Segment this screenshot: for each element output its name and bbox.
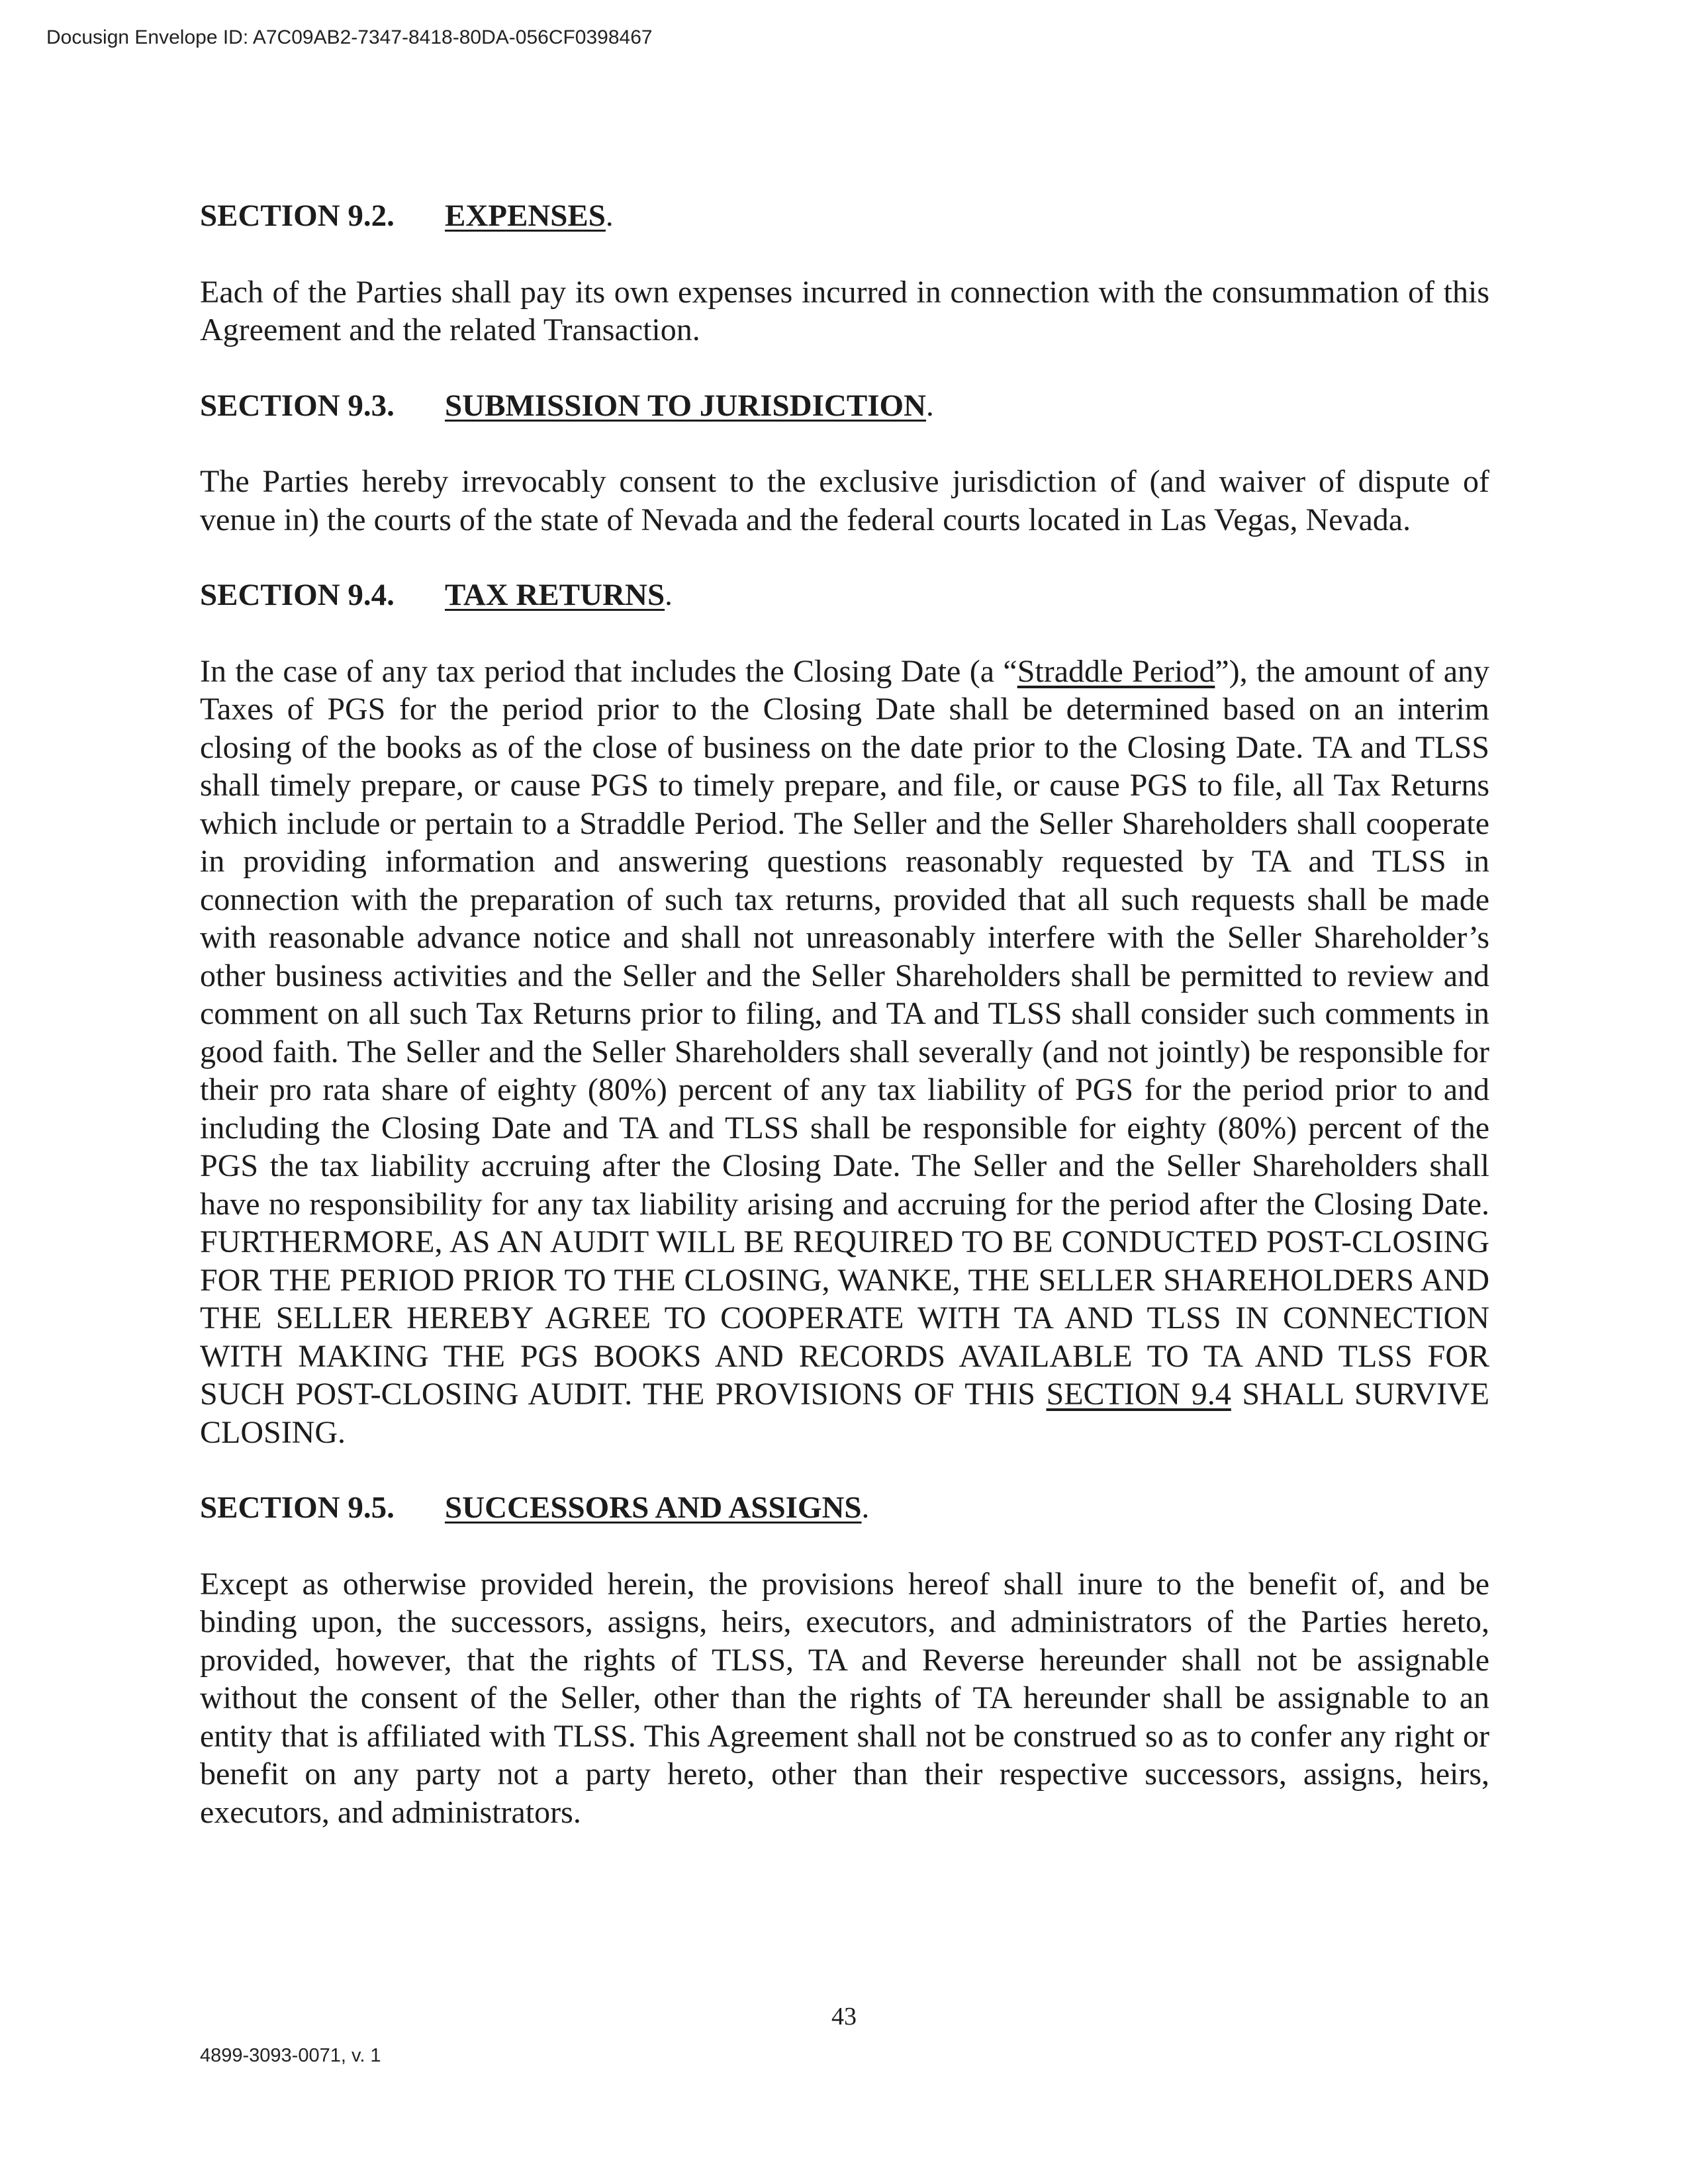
section-number: SECTION 9.3. [200,388,395,423]
section-9-2-heading [200,197,1489,236]
body-text: SHALL SURVIVE CLOSING. [200,1377,1490,1450]
page-number: 43 [831,2003,857,2030]
section-9-3-heading [200,387,1489,426]
section-9-4-heading [200,576,1489,615]
section-title: EXPENSES [445,199,606,233]
section-title: SUBMISSION TO JURISDICTION [445,388,926,423]
section-9-5-heading [200,1489,1489,1527]
section-title: TAX RETURNS [445,578,665,612]
heading-period: . [926,388,934,423]
section-reference: SECTION 9.4 [1046,1377,1231,1412]
section-9-5-body: Except as otherwise provided herein, the provisions hereof shall inure to the benefit of, and be binding upon, the successors, assigns, heirs, executors, and administrators of the Parties hereto, provided, however, that the rights of TLSS, TA and Reverse hereunder shall not be assignable without the consent of the Seller, other than the rights of TA hereunder shall be assignable to an entity that is affiliated with TLSS. This Agreement shall not be construed so as to confer any right or benefit on any party not a party hereto, other than their respective successors, assigns, heirs, executors, and administrators. [200,1566,1489,1830]
section-number: SECTION 9.5. [200,1490,395,1525]
defined-term: Straddle Period [1017,653,1215,689]
section-9-3-body: The Parties hereby irrevocably consent to the exclusive jurisdiction of (and waiver of dispute of venue in) the courts of the state of Nevada and the federal courts located in Las Vegas, Nevada. [200,464,1489,537]
body-text: In the case of any tax period that includes the Closing Date (a “ [200,653,1017,689]
section-number: SECTION 9.2. [200,199,395,233]
section-number: SECTION 9.4. [200,578,395,612]
section-9-4-body [200,653,1489,1452]
heading-period: . [605,199,614,233]
document-body [200,197,1489,1869]
body-text: ”), the amount of any Taxes of PGS for the period prior to the Closing Date shall be determined based on an interim closing of the books as of the close of business on the date prior to the Closing Date. TA and TLSS shall timely prepare, or cause PGS to timely prepare, and file, or cause PGS to file, all Tax Returns which include or pertain to a Straddle Period. The Seller and the Seller Shareholders shall cooperate in providing information and answering questions reasonably requested by TA and TLSS in connection with the preparation of such tax returns, provided that all such requests shall be made with reasonable advance notice and shall not unreasonably interfere with the Seller Shareholder’s other business activities and the Seller and the Seller Shareholders shall be permitted to review and comment on all such Tax Returns prior to filing, and TA and TLSS shall consider such comments in good faith. The Seller and the Seller Shareholders shall severally (and not jointly) be responsible for their pro rata share of eighty (80%) percent of any tax liability of PGS for the period prior to and including the Closing Date and TA and TLSS shall be responsible for eighty (80%) percent of the PGS the tax liability accruing after the Closing Date. The Seller and the Seller Shareholders shall have no responsibility for any tax liability arising and accruing for the period after the Closing Date. FURTHERMORE, AS AN AUDIT WILL BE REQUIRED TO BE CONDUCTED POST-CLOSING FOR THE PERIOD PRIOR TO THE CLOSING, WANKE, THE SELLER SHAREHOLDERS AND THE SELLER HEREBY AGREE TO COOPERATE WITH TA AND TLSS IN CONNECTION WITH MAKING THE PGS BOOKS AND RECORDS AVAILABLE TO TA AND TLSS FOR SUCH POST-CLOSING AUDIT. THE PROVISIONS OF THIS [200,653,1490,1412]
section-title: SUCCESSORS AND ASSIGNS [445,1490,862,1525]
section-9-2-body: Each of the Parties shall pay its own expenses incurred in connection with the consummation of this Agreement and the related Transaction. [200,274,1489,347]
heading-period: . [861,1490,870,1525]
envelope-id: Docusign Envelope ID: A7C09AB2-7347-8418-80DA-056CF0398467 [46,26,653,48]
document-id: 4899-3093-0071, v. 1 [200,2045,381,2066]
heading-period: . [665,578,673,612]
